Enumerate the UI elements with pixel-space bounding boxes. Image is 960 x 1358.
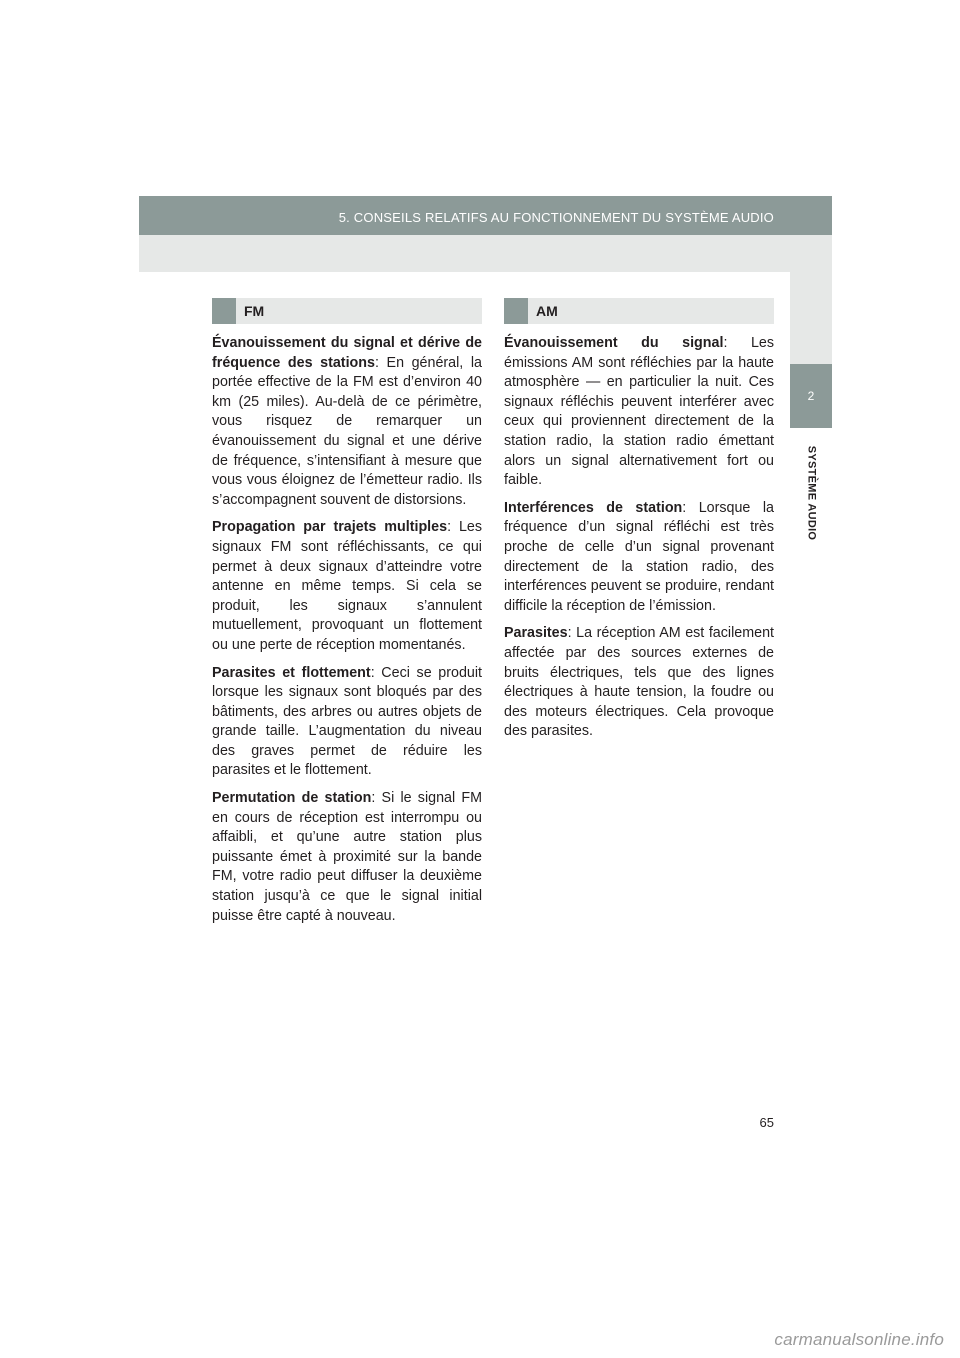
fm-paragraph bbox=[212, 664, 482, 782]
fm-term: Évanouissement du signal et dérive de fréquence des stations bbox=[212, 335, 482, 371]
am-text: : Lorsque la fréquence d’un signal réfléchi est très proche de celle d’un signal provenant directement de la station radio, des interférences peuvent se produire, rendant difficile la réception de l’émission. bbox=[504, 499, 774, 614]
chapter-label-text: SYSTÈME AUDIO bbox=[805, 445, 817, 541]
fm-paragraph bbox=[212, 334, 482, 510]
fm-paragraph bbox=[212, 518, 482, 655]
section-title: 5. CONSEILS RELATIFS AU FONCTIONNEMENT DU SYSTÈME AUDIO bbox=[338, 210, 774, 225]
am-paragraph bbox=[504, 624, 774, 742]
fm-heading-marker bbox=[212, 298, 236, 324]
am-term: Parasites bbox=[504, 625, 568, 642]
fm-heading-bar bbox=[212, 298, 482, 324]
am-paragraph bbox=[504, 334, 774, 491]
fm-text: : Les signaux FM sont réfléchissants, ce qui permet à deux signaux d’atteindre votre antenne en même temps. Si cela se produit, les signaux s’annulent mutuellement, provoquant un flottement ou une perte de réception momentanés. bbox=[212, 519, 482, 653]
am-column bbox=[504, 334, 774, 750]
am-heading-marker bbox=[504, 298, 528, 324]
watermark[interactable]: carmanualsonline.info bbox=[774, 1330, 944, 1349]
am-paragraph bbox=[504, 499, 774, 617]
am-heading-bar bbox=[504, 298, 774, 324]
fm-text: : Ceci se produit lorsque les signaux sont bloqués par des bâtiments, des arbres ou autres objets de grande taille. L’augmentation du niveau des graves permet de réduire les parasites et le flottement. bbox=[212, 664, 482, 779]
side-tab-top bbox=[790, 272, 832, 364]
am-term: Évanouissement du signal bbox=[504, 335, 724, 351]
am-term: Interférences de station bbox=[504, 499, 683, 516]
chapter-number: 2 bbox=[790, 364, 832, 428]
fm-term: Propagation par trajets multiples bbox=[212, 519, 448, 536]
header-band bbox=[139, 196, 832, 235]
am-heading: AM bbox=[536, 303, 558, 319]
am-text: : La réception AM est facilement affectée par des sources externes de bruits électriques, tels que des lignes électriques à haute tension, la foudre ou des moteurs électriques. Cela provoque des parasites. bbox=[504, 625, 774, 740]
am-text: : Les émissions AM sont réfléchies par la haute atmosphère — en particulier la nuit. Ces signaux réfléchis peuvent interférer avec ceux qui proviennent directement de la station radio, la station radio émettant alors un signal alternativement fort ou faible. bbox=[504, 335, 774, 489]
fm-heading: FM bbox=[244, 303, 265, 319]
fm-term: Parasites et flottement bbox=[212, 664, 371, 681]
fm-paragraph bbox=[212, 789, 482, 926]
fm-term: Permutation de station bbox=[212, 790, 372, 807]
fm-text: : En général, la portée effective de la FM est d’environ 40 km (25 miles). Au-delà de ce périmètre, vous risquez de remarquer un évanouissement du signal et une dérive de fréquence, s’intensifiant à mesure que vous vous éloignez de l’émetteur radio. Ils s’accompagnent souvent de distorsions. bbox=[212, 354, 482, 508]
fm-column bbox=[212, 334, 482, 934]
chapter-label bbox=[790, 428, 832, 558]
page-number: 65 bbox=[759, 1115, 774, 1130]
fm-text: : Si le signal FM en cours de réception est interrompu ou affaibli, et qu’une autre station plus puissante émet à proximité sur la bande FM, votre radio peut diffuser la deuxième station jusqu’à ce que le signal initial puisse être capté à nouveau. bbox=[212, 790, 482, 924]
header-sub-band bbox=[139, 235, 832, 272]
